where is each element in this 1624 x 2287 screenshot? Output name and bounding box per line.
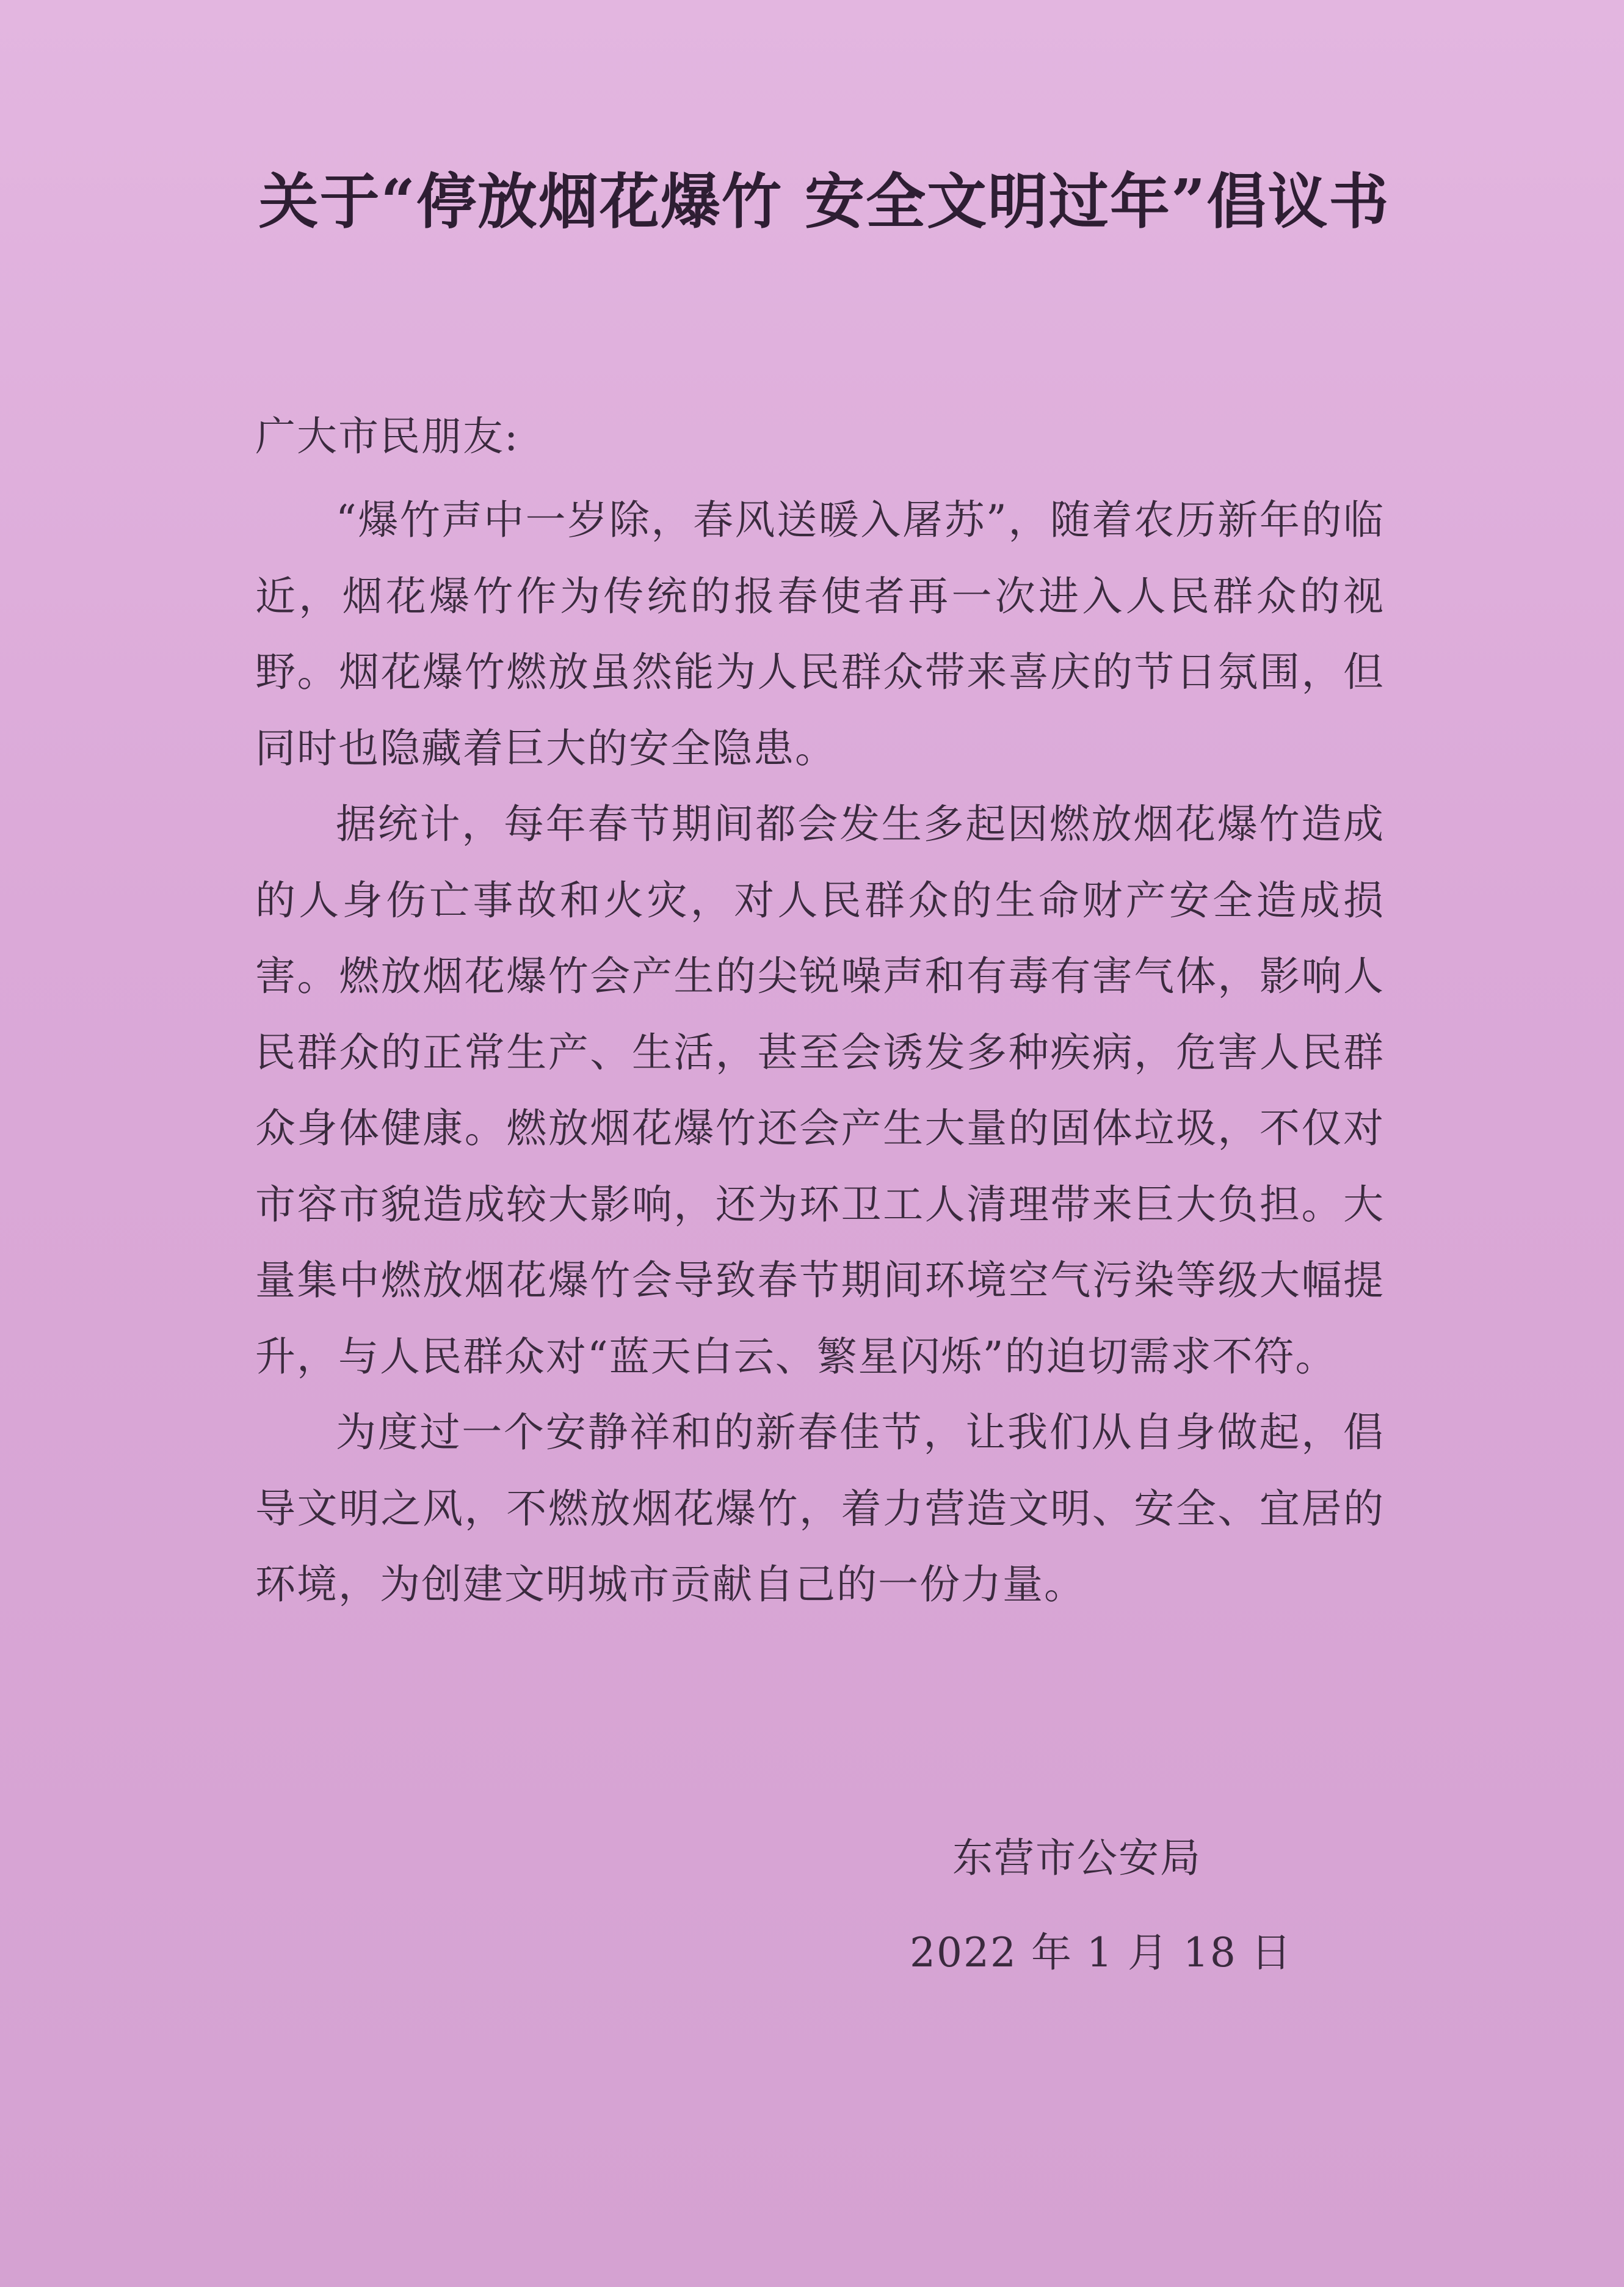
salutation: 广大市民朋友: [255,413,520,460]
document-title: 关于“停放烟花爆竹 安全文明过年”倡议书 [258,167,1390,237]
document-body [255,482,1385,1623]
paragraph-1: “爆竹声中一岁除，春风送暖入屠苏”，随着农历新年的临近，烟花爆竹作为传统的报春使者再一次进入人民群众的视野。烟花爆竹燃放虽然能为人民群众带来喜庆的节日氛围，但同时也隐藏着巨大的安全隐患。 [255,496,1385,772]
paragraph-3: 为度过一个安静祥和的新春佳节，让我们从自身做起，倡导文明之风，不燃放烟花爆竹，着力营造文明、安全、宜居的环境，为创建文明城市贡献自己的一份力量。 [255,1409,1385,1608]
signature-block [885,1811,1313,2000]
issuer-name: 东营市公安局 [952,1834,1202,1882]
issue-date: 2022 年 1 月 18 日 [910,1929,1292,1976]
paragraph-2: 据统计，每年春节期间都会发生多起因燃放烟花爆竹造成的人身伤亡事故和火灾，对人民群众的生命财产安全造成损害。燃放烟花爆竹会产生的尖锐噪声和有毒有害气体，影响人民群众的正常生产、生活，甚至会诱发多种疾病，危害人民群众身体健康。燃放烟花爆竹还会产生大量的固体垃圾，不仅对市容市貌造成较大影响，还为环卫工人清理带来巨大负担。大量集中燃放烟花爆竹会导致春节期间环境空气污染等级大幅提升，与人民群众对“蓝天白云、繁星闪烁”的迫切需求不符。 [255,801,1385,1380]
